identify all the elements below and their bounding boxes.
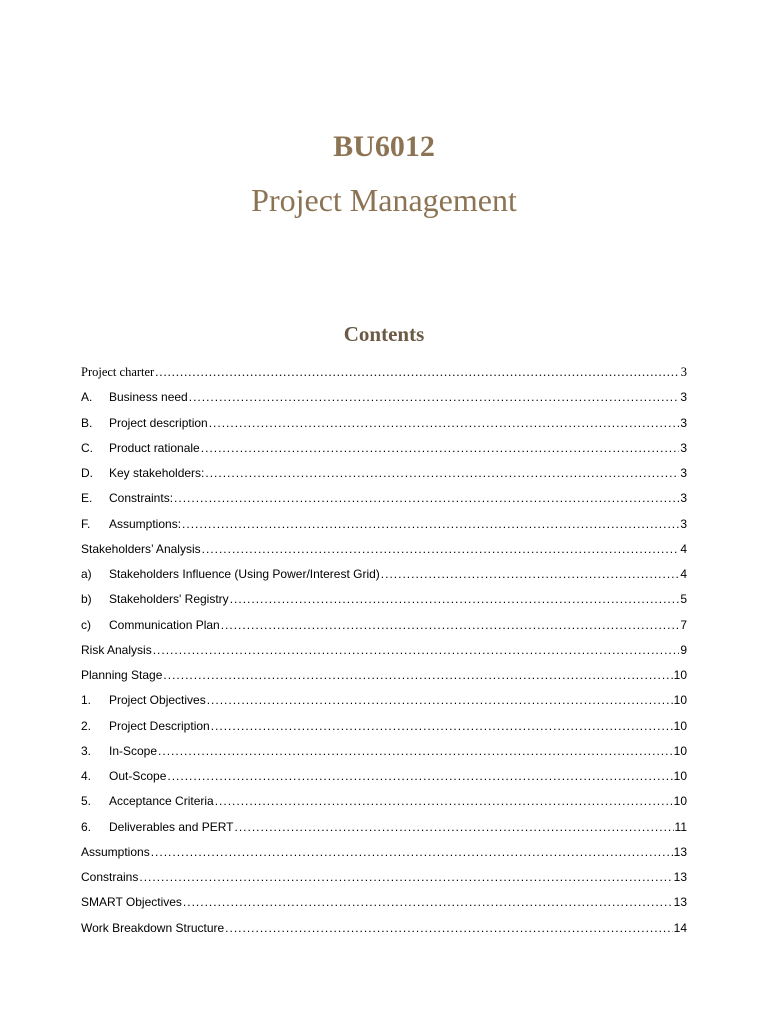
toc-dot-leader (225, 916, 672, 941)
toc-entry[interactable] (81, 865, 687, 890)
toc-dot-leader (207, 688, 673, 713)
toc-entry-page: 4 (680, 541, 687, 556)
toc-entry-number: 5. (81, 794, 92, 809)
toc-entry-label: Risk Analysis (81, 642, 152, 657)
toc-dot-leader (182, 512, 679, 537)
toc-entry-label: Project Objectives (109, 693, 206, 708)
toc-entry[interactable] (81, 587, 687, 612)
toc-entry-number: 2. (81, 718, 92, 733)
toc-entry[interactable] (81, 840, 687, 865)
toc-entry[interactable] (81, 385, 687, 410)
toc-dot-leader (153, 638, 680, 663)
toc-entry[interactable] (81, 486, 687, 511)
toc-entry-label: Key stakeholders: (109, 466, 205, 480)
toc-entry-number: a) (81, 567, 92, 581)
toc-entry-label: SMART Objectives (81, 895, 182, 910)
toc-entry-page: 3 (680, 390, 687, 405)
toc-dot-leader (230, 587, 680, 612)
toc-entry-page: 13 (673, 895, 687, 910)
toc-entry-label: Constrains (81, 870, 139, 884)
toc-entry[interactable] (81, 739, 687, 764)
toc-dot-leader (235, 815, 674, 840)
toc-entry[interactable] (81, 764, 687, 789)
toc-entry-label: Deliverables and PERT (109, 819, 234, 834)
toc-entry-number: b) (81, 592, 92, 607)
toc-entry-page: 10 (673, 743, 687, 758)
toc-dot-leader (183, 890, 673, 915)
toc-entry-label: Constraints: (109, 491, 174, 506)
toc-entry[interactable] (81, 815, 687, 840)
toc-entry-label: Assumptions (81, 844, 150, 859)
toc-entry-label: In-Scope (109, 743, 158, 758)
toc-entry-number: C. (81, 440, 93, 455)
toc-entry-number: E. (81, 491, 93, 506)
toc-entry-page: 10 (673, 693, 687, 708)
toc-entry-number: 6. (81, 819, 92, 834)
toc-entry-page: 3 (680, 365, 687, 379)
toc-entry-label: Stakeholders’ Analysis (81, 541, 201, 556)
toc-dot-leader (174, 486, 679, 511)
toc-entry-number: D. (81, 466, 93, 480)
toc-entry-label: Project description (109, 415, 208, 430)
course-title: Project Management (251, 182, 517, 218)
toc-entry[interactable] (81, 436, 687, 461)
toc-entry[interactable] (81, 714, 687, 739)
toc-entry-label: Work Breakdown Structure (81, 920, 225, 935)
toc-entry[interactable] (81, 789, 687, 814)
toc-entry-page: 13 (673, 844, 687, 859)
toc-entry-number: B. (81, 415, 93, 430)
toc-dot-leader (158, 739, 673, 764)
toc-entry-page: 7 (680, 617, 687, 632)
toc-entry-page: 13 (673, 870, 687, 884)
toc-dot-leader (211, 714, 673, 739)
toc-entry-page: 3 (680, 466, 687, 480)
toc-entry-label: Planning Stage (81, 668, 163, 682)
toc-entry-number: c) (81, 617, 91, 632)
toc-entry-label: Business need (109, 390, 188, 405)
toc-entry-page: 10 (673, 769, 687, 783)
toc-entry[interactable] (81, 638, 687, 663)
toc-dot-leader (201, 436, 680, 461)
toc-dot-leader (221, 613, 680, 638)
table-of-contents (81, 360, 687, 941)
toc-dot-leader (215, 789, 673, 814)
toc-entry[interactable] (81, 613, 687, 638)
toc-entry[interactable] (81, 688, 687, 713)
toc-dot-leader (209, 411, 680, 436)
toc-entry-page: 9 (680, 642, 687, 657)
toc-entry[interactable] (81, 537, 687, 562)
toc-entry-number: A. (81, 390, 93, 405)
toc-entry[interactable] (81, 916, 687, 941)
toc-entry-label: Stakeholders Influence (Using Power/Interest Grid) (109, 567, 380, 581)
toc-entry-page: 10 (673, 668, 687, 682)
toc-entry-page: 3 (680, 516, 687, 531)
toc-entry[interactable] (81, 663, 687, 688)
toc-entry-number: F. (81, 516, 91, 531)
toc-dot-leader (205, 461, 679, 486)
toc-dot-leader (381, 562, 680, 587)
toc-entry-label: Out-Scope (109, 769, 167, 783)
toc-entry-label: Project Description (109, 718, 210, 733)
toc-entry-label: Assumptions: (109, 516, 182, 531)
toc-entry-page: 11 (674, 819, 687, 834)
toc-entry[interactable] (81, 461, 687, 486)
toc-entry[interactable] (81, 562, 687, 587)
toc-dot-leader (163, 663, 672, 688)
toc-entry-number: 1. (81, 693, 92, 708)
course-code: BU6012 (333, 130, 435, 163)
toc-entry-label: Project charter (81, 365, 155, 379)
toc-entry-page: 10 (673, 718, 687, 733)
toc-entry-page: 14 (673, 920, 687, 935)
toc-entry-page: 4 (680, 567, 687, 581)
toc-entry-label: Product rationale (109, 440, 200, 455)
toc-dot-leader (155, 360, 680, 385)
toc-entry-label: Stakeholders' Registry (109, 592, 229, 607)
toc-entry[interactable] (81, 512, 687, 537)
toc-entry-label: Communication Plan (109, 617, 220, 632)
toc-dot-leader (189, 385, 680, 410)
toc-entry[interactable] (81, 890, 687, 915)
toc-entry-number: 4. (81, 769, 92, 783)
toc-entry-page: 5 (680, 592, 687, 607)
toc-entry-number: 3. (81, 743, 92, 758)
toc-entry-page: 3 (680, 440, 687, 455)
toc-entry-page: 3 (680, 491, 687, 506)
contents-heading: Contents (343, 322, 425, 346)
toc-entry-page: 3 (680, 415, 687, 430)
toc-dot-leader (202, 537, 680, 562)
toc-dot-leader (167, 764, 672, 789)
toc-entry-label: Acceptance Criteria (109, 794, 214, 809)
toc-entry-page: 10 (673, 794, 687, 809)
toc-entry[interactable] (81, 411, 687, 436)
toc-entry[interactable] (81, 360, 687, 385)
toc-dot-leader (151, 840, 673, 865)
toc-dot-leader (139, 865, 672, 890)
